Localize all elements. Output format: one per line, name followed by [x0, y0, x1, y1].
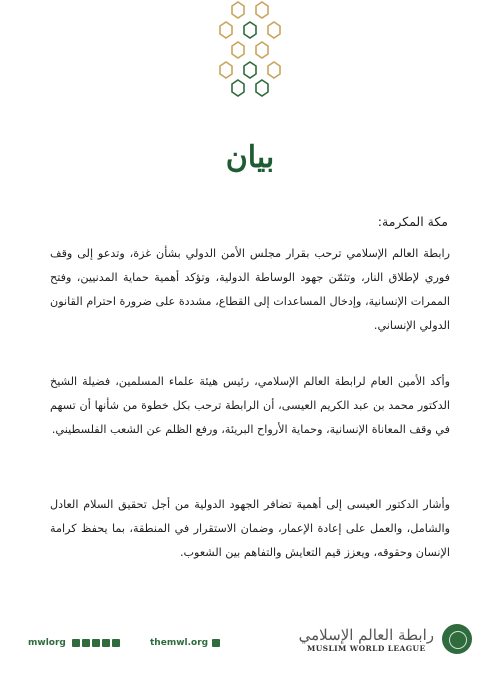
globe-icon	[212, 639, 220, 647]
website-link[interactable]	[150, 638, 220, 648]
instagram-icon[interactable]	[92, 639, 100, 647]
telegram-icon[interactable]	[112, 639, 120, 647]
website-text: themwl.org	[150, 638, 209, 648]
logo-english-text: MUSLIM WORLD LEAGUE	[307, 643, 426, 653]
geometric-ornament	[218, 0, 282, 98]
paragraph-3: وأشار الدكتور العيسى إلى أهمية تضافر الجهود الدولية من أجل تحقيق السلام العادل والشامل، والعمل على إعادة الإعمار، وضمان الاستقرار في المنطقة، بما يحفظ كرامة الإنسان وحقوقه، ويعزز قيم التعايش والتفاهم بين الشعوب.	[50, 498, 450, 559]
dateline: مكة المكرمة:	[377, 214, 448, 229]
paragraph-1: رابطة العالم الإسلامي ترحب بقرار مجلس الأمن الدولي بشأن غزة، وتدعو إلى وقف فوري لإطلاق النار، وتثمّن جهود الوساطة الدولية، وتؤكد أهمية حماية المدنيين، وفتح الممرات الإنسانية، وإدخال المساعدات إلى القطاع، مشددة على ضرورة احترام القانون الدولي الإنساني.	[50, 247, 450, 332]
mwl-logo	[299, 624, 472, 654]
social-icons	[72, 639, 120, 647]
youtube-icon[interactable]	[102, 639, 110, 647]
paragraph-2: وأكد الأمين العام لرابطة العالم الإسلامي، رئيس هيئة علماء المسلمين، فضيلة الشيخ الدكتور محمد بن عبد الكريم العيسى، أن الرابطة ترحب بكل خطوة من شأنها أن تسهم في وقف المعاناة الإنسانية، وحماية الأرواح البريئة، ورفع الظلم عن الشعب الفلسطيني.	[50, 375, 450, 436]
page-title: بيان	[225, 140, 275, 175]
facebook-icon[interactable]	[82, 639, 90, 647]
logo-seal-icon	[442, 624, 472, 654]
social-handles	[28, 638, 120, 648]
logo-arabic-text: رابطة العالم الإسلامي	[298, 625, 434, 644]
social-handle: mwlorg	[28, 638, 66, 648]
x-icon[interactable]	[72, 639, 80, 647]
